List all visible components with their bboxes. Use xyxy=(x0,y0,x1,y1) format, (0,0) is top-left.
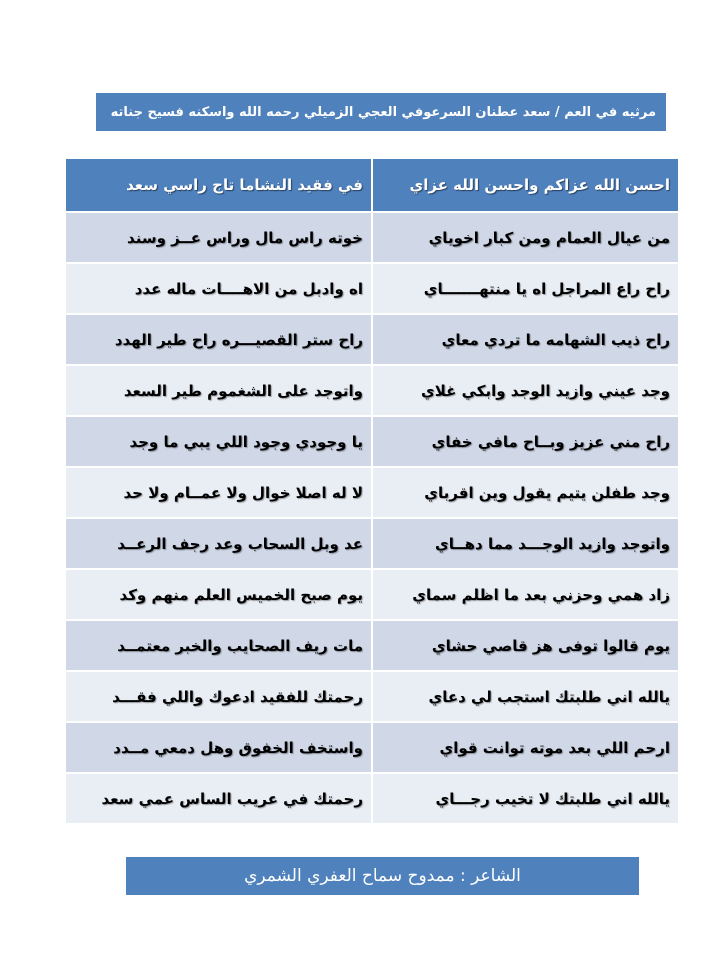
verse-first-hemistich: وجد عيني وازيد الوجد وابكي غلاي xyxy=(372,365,678,416)
verse-row xyxy=(66,314,678,365)
verse-first-hemistich: وجد طفلن يتيم يقول وين اقرباي xyxy=(372,467,678,518)
verse-first-hemistich: زاد همي وحزني بعد ما اظلم سماي xyxy=(372,569,678,620)
verse-first-hemistich: راح مني عزيز وبــاح مافي خفاي xyxy=(372,416,678,467)
verse-second-hemistich: يا وجودي وجود اللي يبي ما وجد xyxy=(66,416,372,467)
header-right-verse: احسن الله عزاكم واحسن الله عزاي xyxy=(372,159,678,212)
verse-second-hemistich: لا له اصلا خوال ولا عمــام ولا حد xyxy=(66,467,372,518)
verse-second-hemistich: اه وادبل من الاهــــات ماله عدد xyxy=(66,263,372,314)
verse-row xyxy=(66,722,678,773)
verse-row xyxy=(66,416,678,467)
verse-row xyxy=(66,212,678,263)
verse-row xyxy=(66,467,678,518)
verse-row xyxy=(66,569,678,620)
verse-row xyxy=(66,518,678,569)
poem-table xyxy=(66,159,678,825)
verse-second-hemistich: رحمتك للفقيد ادعوك واللي فقـــد xyxy=(66,671,372,722)
verse-second-hemistich: يوم صبح الخميس العلم منهم وكد xyxy=(66,569,372,620)
verse-row xyxy=(66,365,678,416)
verse-first-hemistich: راح راع المراجل اه يا منتهـــــــاي xyxy=(372,263,678,314)
verse-row xyxy=(66,263,678,314)
verse-row xyxy=(66,773,678,824)
verse-first-hemistich: ارحم اللي بعد موته توانت قواي xyxy=(372,722,678,773)
verse-row xyxy=(66,671,678,722)
poem-title-banner xyxy=(96,93,666,131)
verse-first-hemistich: راح ذيب الشهامه ما تردي معاي xyxy=(372,314,678,365)
poem-title: مرثيه في العم / سعد عطنان السرعوفي العجي الزميلي رحمه الله واسكنه فسيح جناته xyxy=(110,104,656,120)
verse-second-hemistich: راح ستر القصيـــره راح طير الهدد xyxy=(66,314,372,365)
verse-first-hemistich: يوم قالوا توفى هز قاصي حشاي xyxy=(372,620,678,671)
verse-first-hemistich: من عيال العمام ومن كبار اخوياي xyxy=(372,212,678,263)
verse-second-hemistich: مات ريف الصحايب والخبر معتمــد xyxy=(66,620,372,671)
header-left-verse: في فقيد النشاما تاج راسي سعد xyxy=(66,159,372,212)
verse-second-hemistich: واستخف الخفوق وهل دمعي مــدد xyxy=(66,722,372,773)
verse-second-hemistich: واتوجد على الشغموم طير السعد xyxy=(66,365,372,416)
poet-banner xyxy=(126,857,639,895)
verse-second-hemistich: خوته راس مال وراس عــز وسند xyxy=(66,212,372,263)
verse-row xyxy=(66,620,678,671)
verse-first-hemistich: يالله اني طلبتك استجب لي دعاي xyxy=(372,671,678,722)
verse-second-hemistich: رحمتك في عريب الساس عمي سعد xyxy=(66,773,372,824)
poem-header-row xyxy=(66,159,678,212)
verse-first-hemistich: يالله اني طلبتك لا تخيب رجـــاي xyxy=(372,773,678,824)
verse-first-hemistich: واتوجد وازيد الوجـــد مما دهــاي xyxy=(372,518,678,569)
verse-second-hemistich: عد وبل السحاب وعد رجف الرعــد xyxy=(66,518,372,569)
poet-name: الشاعر : ممدوح سماح العفري الشمري xyxy=(244,866,521,886)
